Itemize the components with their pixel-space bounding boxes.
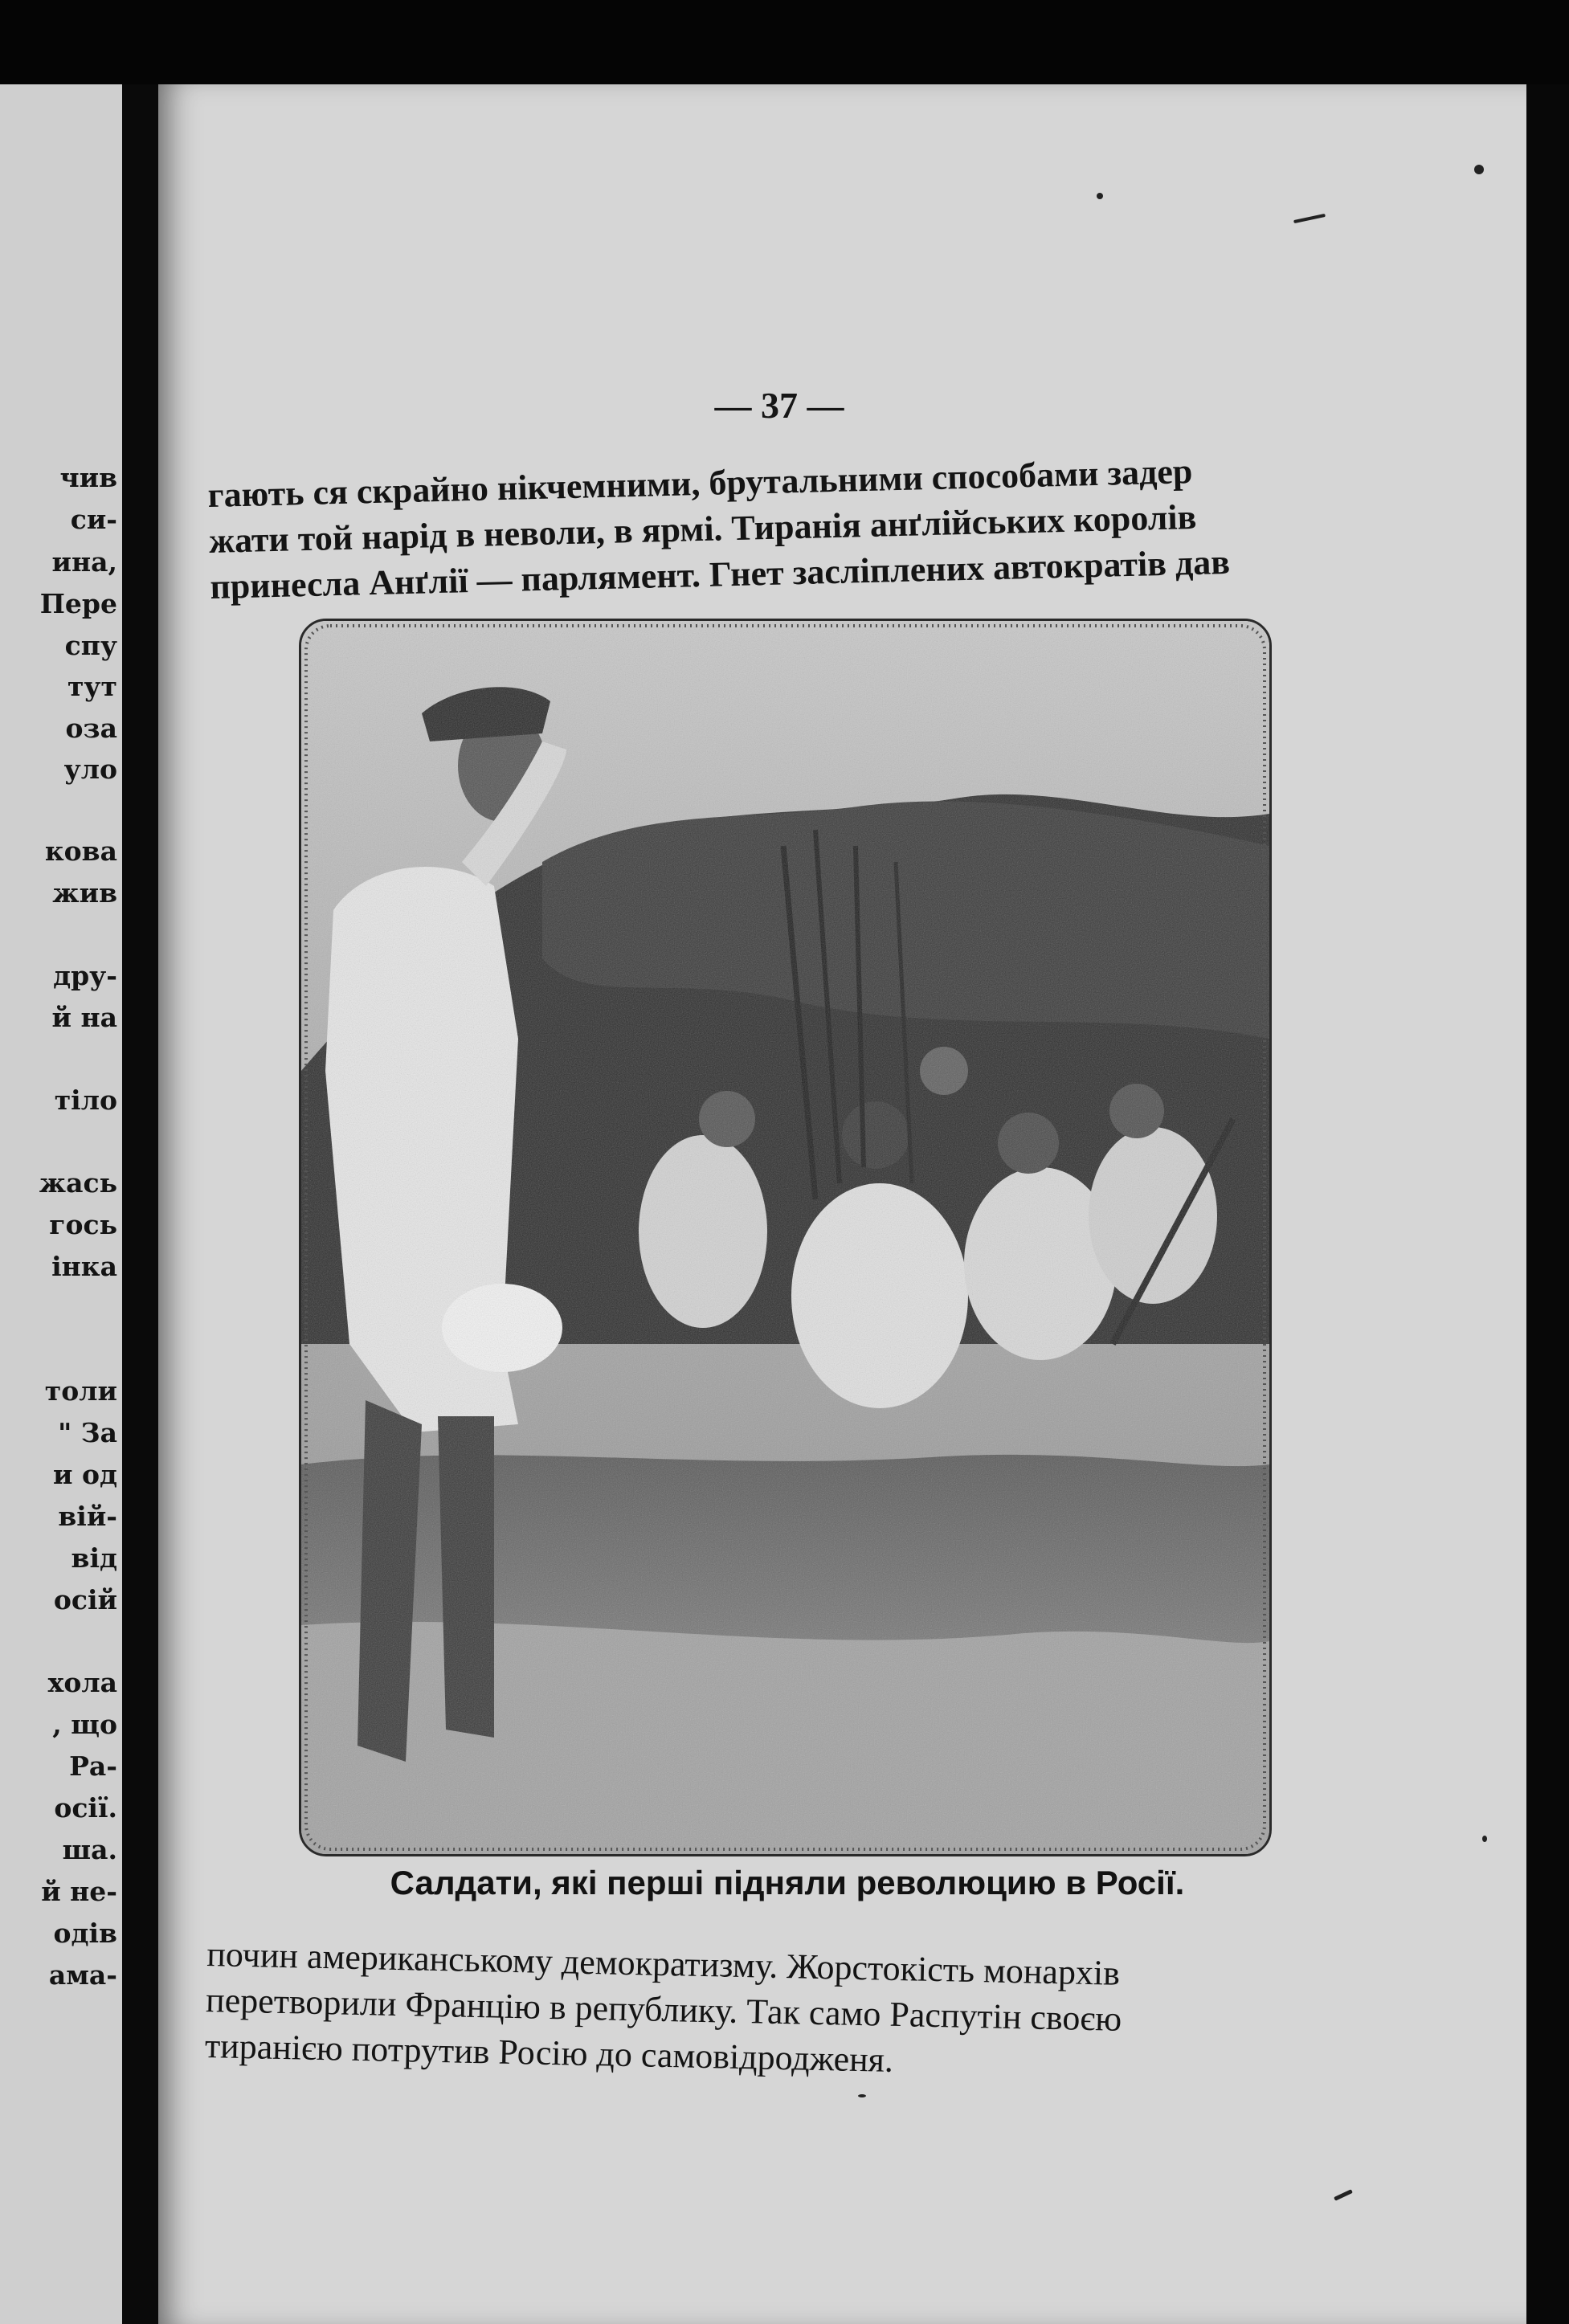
left-line: и од <box>53 1459 117 1490</box>
left-line: уло <box>63 754 117 785</box>
previous-page-text <box>0 84 122 2324</box>
left-line: тут <box>67 671 117 702</box>
left-line: тіло <box>54 1084 117 1116</box>
left-line: осії. <box>54 1792 117 1824</box>
text-line: почин американському демократизму. Жорстокість монархів <box>206 1934 1121 1993</box>
left-line: хола <box>47 1667 117 1698</box>
text-line: гають ся скрайно нікчемними, брутальними способами задер <box>207 451 1193 515</box>
page-number: — 37 — <box>714 385 844 426</box>
left-line: й на <box>51 1002 117 1033</box>
scan-speck <box>1474 165 1484 174</box>
left-line: й не- <box>41 1876 117 1907</box>
left-line: ама- <box>48 1959 117 1991</box>
text-line: перетворили Францію в републику. Так само Распутін своєю <box>205 1979 1122 2039</box>
left-line: толи <box>44 1375 117 1407</box>
text-line: тиранією потрутив Росію до самовідродженя. <box>204 2025 894 2080</box>
text-line: жати той нарід в неволи, в ярмі. Тиранія анґлійських королів <box>208 496 1197 561</box>
scan-speck <box>1097 193 1103 199</box>
left-line: жив <box>52 877 117 909</box>
left-line: кова <box>44 835 117 867</box>
left-line: " За <box>58 1417 117 1448</box>
left-line: оза <box>65 713 117 744</box>
left-line: спу <box>64 630 117 661</box>
scan-border <box>1526 84 1569 2324</box>
left-line: Пере <box>39 588 117 619</box>
body-text-bottom <box>204 1931 1363 2093</box>
left-line: жась <box>39 1167 117 1199</box>
left-line: , що <box>52 1709 117 1740</box>
previous-page-strip <box>0 84 122 2324</box>
text-line: принесла Анґлії — парлямент. Гнет засліплених автократів дав <box>209 541 1231 607</box>
left-line: одів <box>53 1918 117 1949</box>
soldiers-photo <box>301 621 1269 1854</box>
left-line: ша. <box>62 1834 117 1865</box>
left-line: си- <box>70 504 117 535</box>
photo-caption: Салдати, які перші підняли революцию в Росії. <box>390 1864 1185 1901</box>
left-line: Ра- <box>69 1750 117 1782</box>
left-line: інка <box>51 1251 117 1282</box>
left-line: чив <box>59 462 117 493</box>
left-line: гось <box>49 1209 117 1240</box>
left-line: осій <box>53 1584 117 1615</box>
body-text-top <box>207 444 1367 610</box>
left-line: від <box>71 1542 117 1574</box>
left-line: вій- <box>58 1501 117 1532</box>
left-line: ина, <box>51 546 117 578</box>
photograph <box>299 619 1272 1856</box>
left-line: дру- <box>53 960 117 991</box>
scan-speck <box>1482 1836 1487 1842</box>
book-gutter <box>122 84 158 2324</box>
scan-speck <box>858 2094 866 2097</box>
